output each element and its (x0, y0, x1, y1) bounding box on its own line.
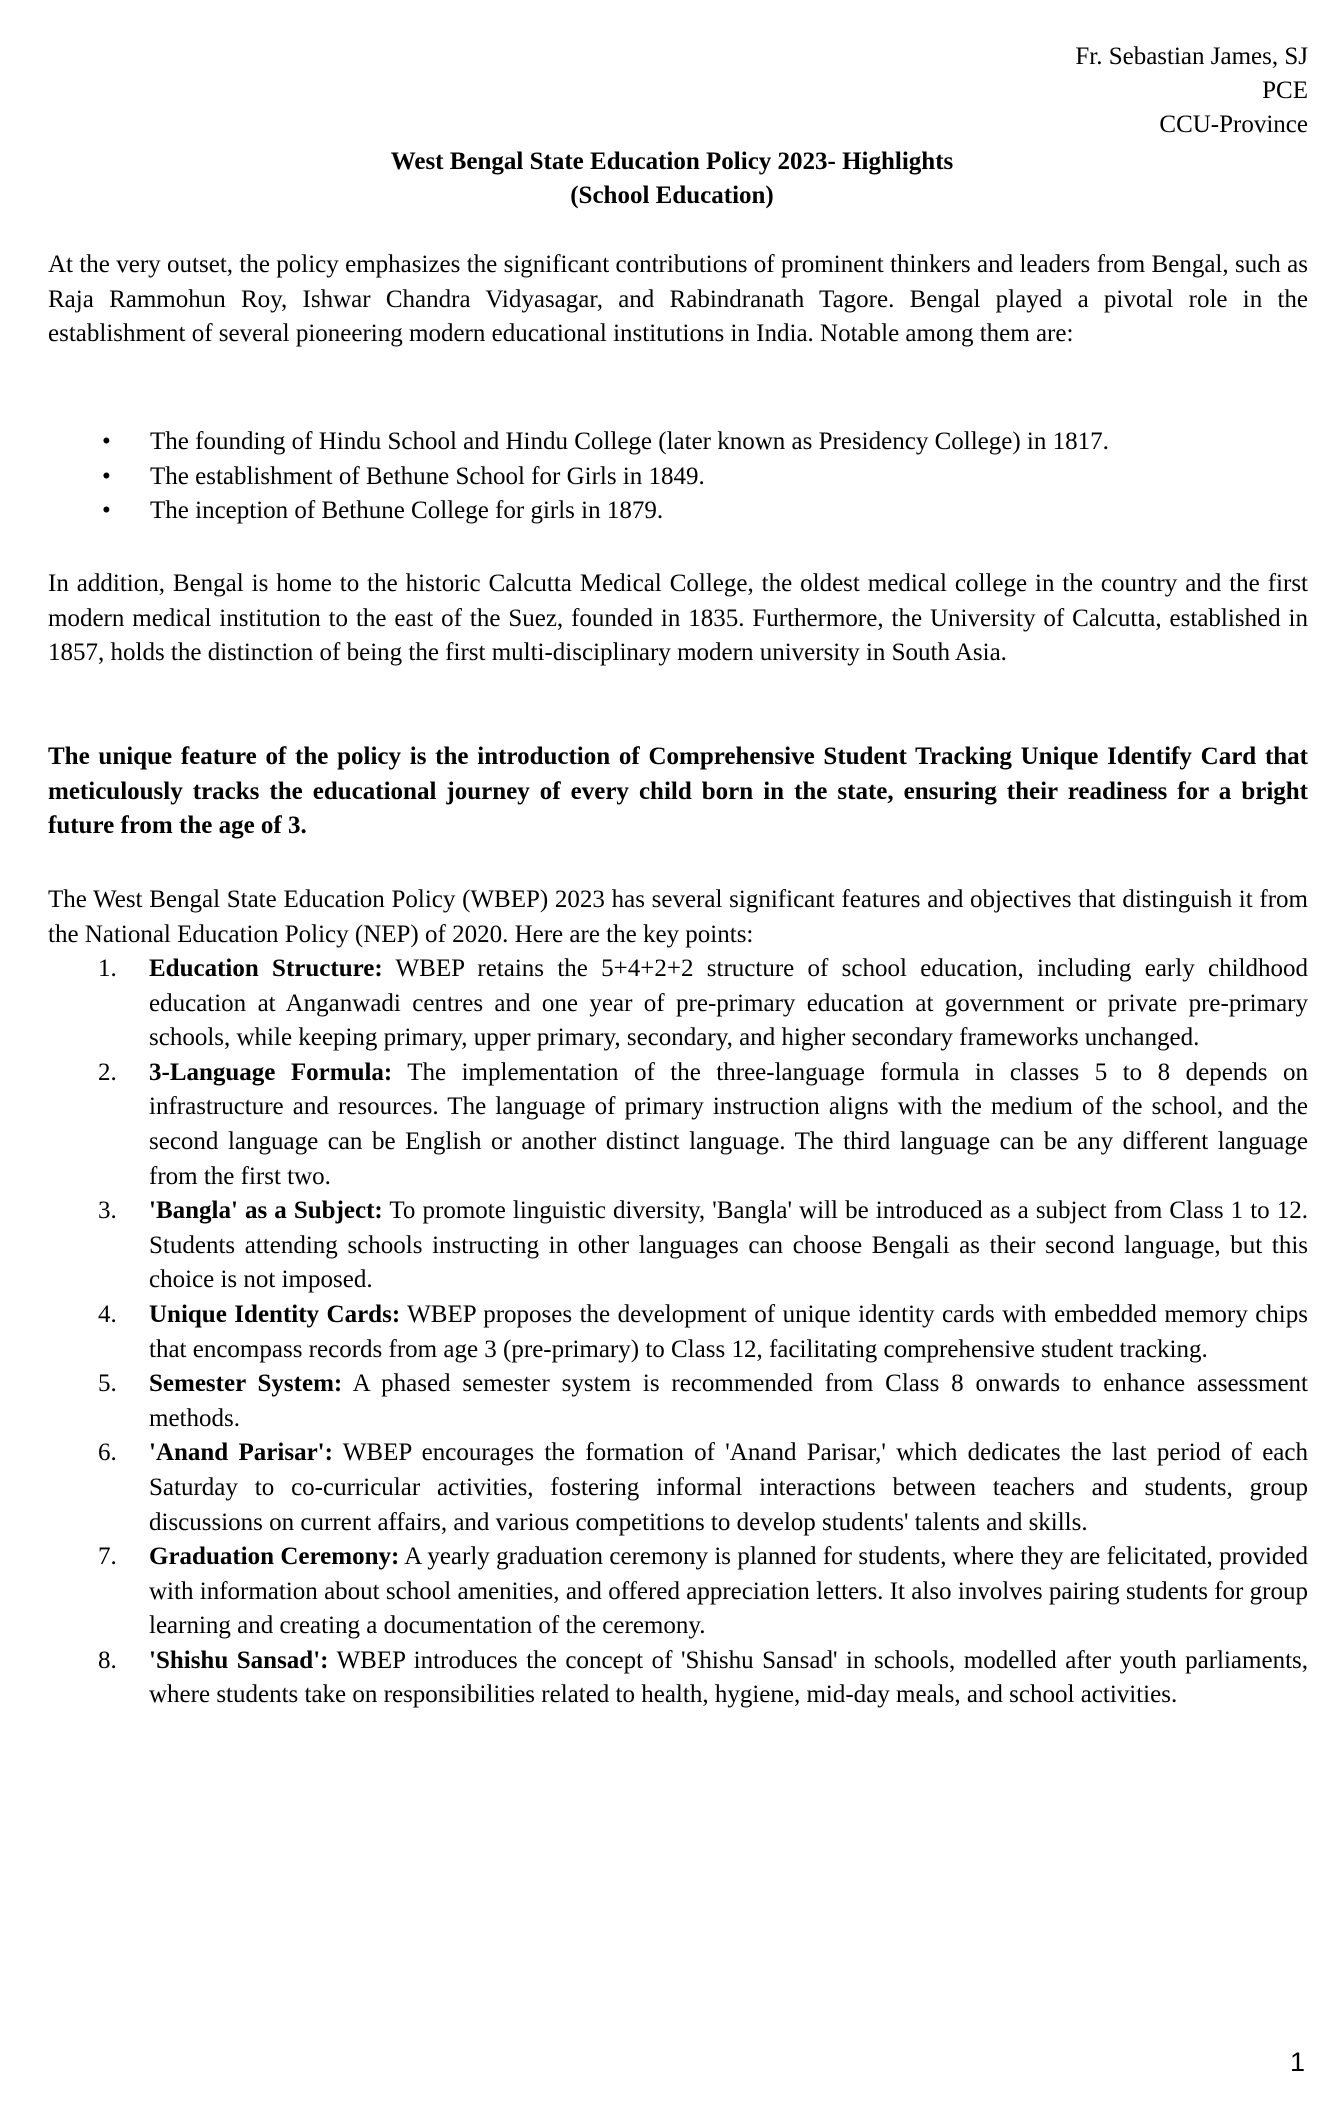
point-heading: 'Shishu Sansad': (149, 1646, 329, 1674)
list-item: 4. Unique Identity Cards: WBEP proposes the development of unique identity cards with embedded memory chips that encompass records from age 3 (pre-primary) to Class 12, facilitating comprehensive student tracking. (98, 1300, 1308, 1363)
title-line-2: (School Education) (570, 182, 774, 209)
list-item: • The establishment of Bethune School for Girls in 1849. (48, 460, 1308, 495)
list-item: 7. Graduation Ceremony: A yearly graduation ceremony is planned for students, where they are felicitated, provided with information about school amenities, and offered appreciation letters. It also involves pairing students for group learning and creating a documentation of the ceremony. (98, 1543, 1308, 1640)
unique-feature-paragraph: The unique feature of the policy is the introduction of Comprehensive Student Tracking Unique Identify Card that meticulously tracks the educational journey of every child born in the state, ensuring their readiness for a bright future from the age of 3. (48, 743, 1308, 840)
author-name: Fr. Sebastian James, SJ (1075, 43, 1308, 70)
key-points-list (48, 952, 1308, 1713)
list-item: • The inception of Bethune College for girls in 1879. (48, 494, 1308, 529)
bullet-icon: • (102, 428, 111, 455)
list-item: 8. 'Shishu Sansad': WBEP introduces the concept of 'Shishu Sansad' in schools, modelled after youth parliaments, where students take on responsibilities related to health, hygiene, mid-day meals, and school activities. (98, 1646, 1308, 1709)
bullet-icon: • (102, 497, 111, 525)
title-line-1: West Bengal State Education Policy 2023- Highlights (390, 148, 954, 175)
point-heading: Education Structure: (149, 955, 383, 982)
institutions-list (48, 425, 1308, 529)
key-points-intro: The West Bengal State Education Policy (WBEP) 2023 has several significant features and objectives that distinguish it from the National Education Policy (NEP) of 2020. Here are the key points: (48, 886, 1308, 948)
point-heading: Unique Identity Cards: (149, 1300, 401, 1328)
point-heading: Semester System: (149, 1370, 343, 1398)
point-heading: 3-Language Formula: (149, 1058, 393, 1086)
author-block (1075, 40, 1308, 142)
list-item: 6. 'Anand Parisar': WBEP encourages the formation of 'Anand Parisar,' which dedicates the last period of each Saturday to co-curricular activities, fostering informal interactions between teachers and students, group discussions on current affairs, and various competitions to develop students' talents and skills. (98, 1439, 1308, 1536)
list-item: • The founding of Hindu School and Hindu College (later known as Presidency College) in 1817. (48, 425, 1308, 460)
page-number: 1 (1289, 2047, 1305, 2077)
author-role: PCE (1262, 77, 1308, 104)
point-heading: 'Anand Parisar': (149, 1439, 333, 1467)
list-item: 5. Semester System: A phased semester system is recommended from Class 8 onwards to enhance assessment methods. (98, 1370, 1308, 1432)
author-province: CCU-Province (1159, 111, 1308, 138)
point-heading: Graduation Ceremony: (149, 1543, 400, 1571)
intro-paragraph: At the very outset, the policy emphasizes the significant contributions of prominent thinkers and leaders from Bengal, such as Raja Rammohun Roy, Ishwar Chandra Vidyasagar, and Rabindranath Tagore. Bengal played a pivotal role in the establishment of several pioneering modern educational institutions in India. Notable among them are: (48, 251, 1308, 348)
list-item: 3. 'Bangla' as a Subject: To promote linguistic diversity, 'Bangla' will be introduced as a subject from Class 1 to 12. Students attending schools instructing in other languages can choose Bengali as their second language, but this choice is not imposed. (98, 1197, 1308, 1294)
document-title (0, 145, 1344, 213)
addition-paragraph: In addition, Bengal is home to the historic Calcutta Medical College, the oldest medical college in the country and the first modern medical institution to the east of the Suez, founded in 1835. Furthermore, the University of Calcutta, established in 1857, holds the distinction of being the first multi-disciplinary modern university in South Asia. (48, 570, 1308, 667)
list-item: 1. Education Structure: WBEP retains the 5+4+2+2 structure of school education, including early childhood education at Anganwadi centres and one year of pre-primary education at government or private pre-primary schools, while keeping primary, upper primary, secondary, and higher secondary frameworks unchanged. (98, 955, 1309, 1052)
bullet-icon: • (102, 462, 111, 490)
point-heading: 'Bangla' as a Subject: (149, 1197, 383, 1225)
list-item: 2. 3-Language Formula: The implementation of the three-language formula in classes 5 to 8 depends on infrastructure and resources. The language of primary instruction aligns with the medium of the school, and the second language can be English or another distinct language. The third language can be any different language from the first two. (98, 1058, 1308, 1190)
